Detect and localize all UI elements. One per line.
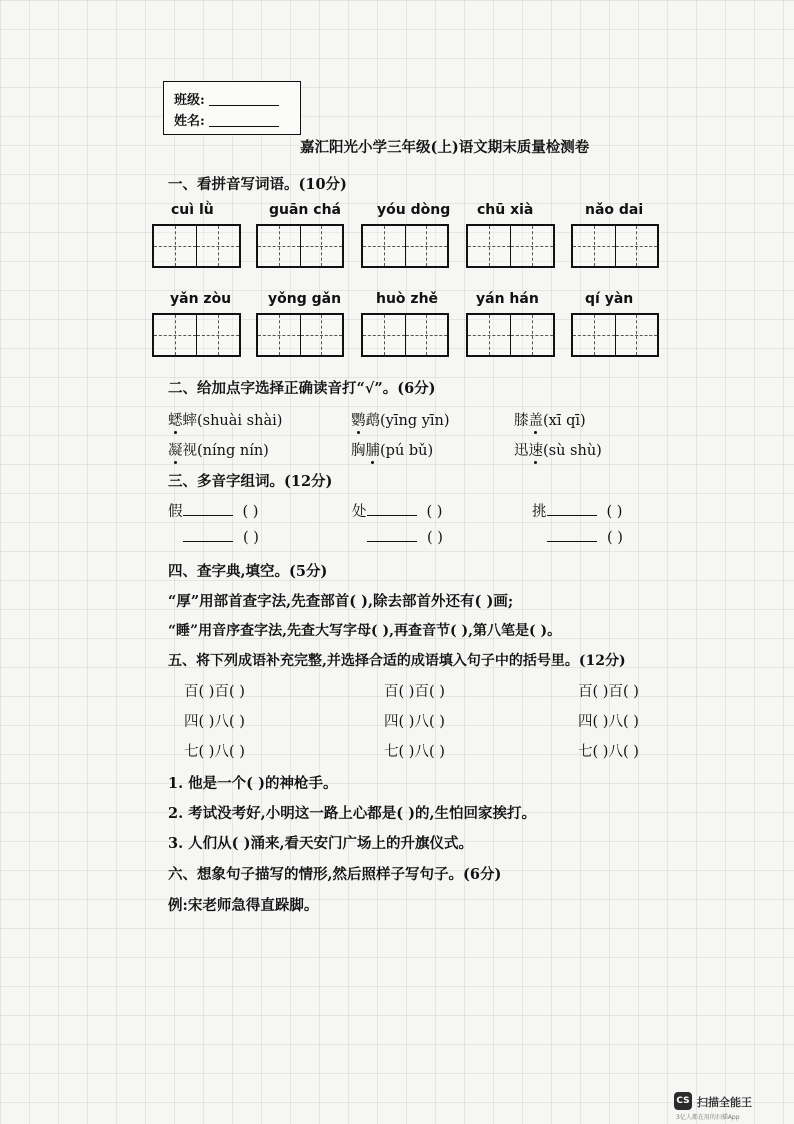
pinyin-label: yóu dòng <box>377 202 451 218</box>
dictionary-question[interactable]: “厚”用部首查字法,先查部首( ),除去部首外还有( )画; <box>168 593 514 610</box>
pinyin-label: guān chá <box>269 202 341 218</box>
idiom-blank[interactable]: 百( )百( ) <box>578 684 639 700</box>
idiom-blank[interactable]: 四( )八( ) <box>384 714 445 730</box>
watermark-tagline: 3亿人都在用的扫描App <box>676 1114 740 1121</box>
writing-grid[interactable] <box>571 224 659 268</box>
polyphone-row[interactable]: ( ) <box>183 530 259 546</box>
dotted-char: 速 <box>529 439 544 460</box>
polyphone-row[interactable]: ( ) <box>367 530 443 546</box>
idiom-blank[interactable]: 百( )百( ) <box>384 684 445 700</box>
pinyin-label: cuì lǜ <box>171 202 214 218</box>
reading-item[interactable]: 蟋蟀(shuài shài) <box>168 409 282 430</box>
writing-grid[interactable] <box>466 224 555 268</box>
class-field[interactable]: 班级: <box>174 89 279 108</box>
section3-title: 三、多音字组词。(12分) <box>168 473 333 490</box>
polyphone-row[interactable]: 挑 ( ) <box>532 504 623 520</box>
polyphone-row[interactable]: 假 ( ) <box>168 504 259 520</box>
writing-grid[interactable] <box>361 224 449 268</box>
writing-grid[interactable] <box>152 313 241 357</box>
dotted-char: 脯 <box>366 439 381 460</box>
sentence-fill[interactable]: 3. 人们从( )涌来,看天安门广场上的升旗仪式。 <box>168 835 474 852</box>
sentence-fill[interactable]: 1. 他是一个( )的神枪手。 <box>168 775 338 792</box>
example-sentence: 例:宋老师急得直跺脚。 <box>168 897 319 914</box>
pinyin-label: qí yàn <box>585 291 634 307</box>
reading-item[interactable]: 膝盖(xī qī) <box>514 409 586 430</box>
dictionary-question[interactable]: “睡”用音序查字法,先查大写字母( ),再查音节( ),第八笔是( )。 <box>168 623 562 639</box>
dotted-char: 鹦 <box>351 409 366 430</box>
writing-grid[interactable] <box>571 313 659 357</box>
idiom-blank[interactable]: 百( )百( ) <box>184 684 245 700</box>
pinyin-label: chū xià <box>477 202 534 218</box>
pinyin-label: yán hán <box>476 291 539 307</box>
pinyin-label: yǎn zòu <box>170 291 232 307</box>
section5-title: 五、将下列成语补充完整,并选择合适的成语填入句子中的括号里。(12分) <box>168 653 626 669</box>
idiom-blank[interactable]: 四( )八( ) <box>578 714 639 730</box>
writing-grid[interactable] <box>361 313 449 357</box>
polyphone-row[interactable]: 处 ( ) <box>352 504 443 520</box>
name-field[interactable]: 姓名: <box>174 110 279 129</box>
reading-item[interactable]: 凝视(níng nín) <box>168 439 269 460</box>
section1-title: 一、看拼音写词语。(10分) <box>168 176 347 193</box>
idiom-blank[interactable]: 七( )八( ) <box>184 744 245 760</box>
reading-item[interactable]: 迅速(sù shù) <box>514 439 602 460</box>
pinyin-label: yǒng gǎn <box>268 291 342 307</box>
dotted-char: 盖 <box>529 409 544 430</box>
pinyin-label: huò zhě <box>376 291 439 307</box>
writing-grid[interactable] <box>466 313 555 357</box>
section6-title: 六、想象句子描写的情形,然后照样子写句子。(6分) <box>168 866 502 883</box>
exam-title: 嘉汇阳光小学三年级(上)语文期末质量检测卷 <box>300 139 590 156</box>
reading-item[interactable]: 鹦鹉(yīng yīn) <box>351 409 450 430</box>
idiom-blank[interactable]: 七( )八( ) <box>384 744 445 760</box>
reading-item[interactable]: 胸脯(pú bǔ) <box>351 439 433 460</box>
section4-title: 四、查字典,填空。(5分) <box>168 563 328 580</box>
dotted-char: 凝 <box>168 439 183 460</box>
sentence-fill[interactable]: 2. 考试没考好,小明这一路上心都是( )的,生怕回家挨打。 <box>168 805 537 822</box>
writing-grid[interactable] <box>152 224 241 268</box>
writing-grid[interactable] <box>256 224 344 268</box>
dotted-char: 蟋 <box>168 409 183 430</box>
pinyin-label: nǎo dai <box>585 202 644 218</box>
section2-title: 二、给加点字选择正确读音打“√”。(6分) <box>168 380 436 397</box>
camscanner-logo-icon: CS <box>674 1092 692 1110</box>
idiom-blank[interactable]: 四( )八( ) <box>184 714 245 730</box>
polyphone-row[interactable]: ( ) <box>547 530 623 546</box>
idiom-blank[interactable]: 七( )八( ) <box>578 744 639 760</box>
student-info-box <box>163 81 301 135</box>
watermark-name: 扫描全能王 <box>697 1096 752 1109</box>
writing-grid[interactable] <box>256 313 344 357</box>
